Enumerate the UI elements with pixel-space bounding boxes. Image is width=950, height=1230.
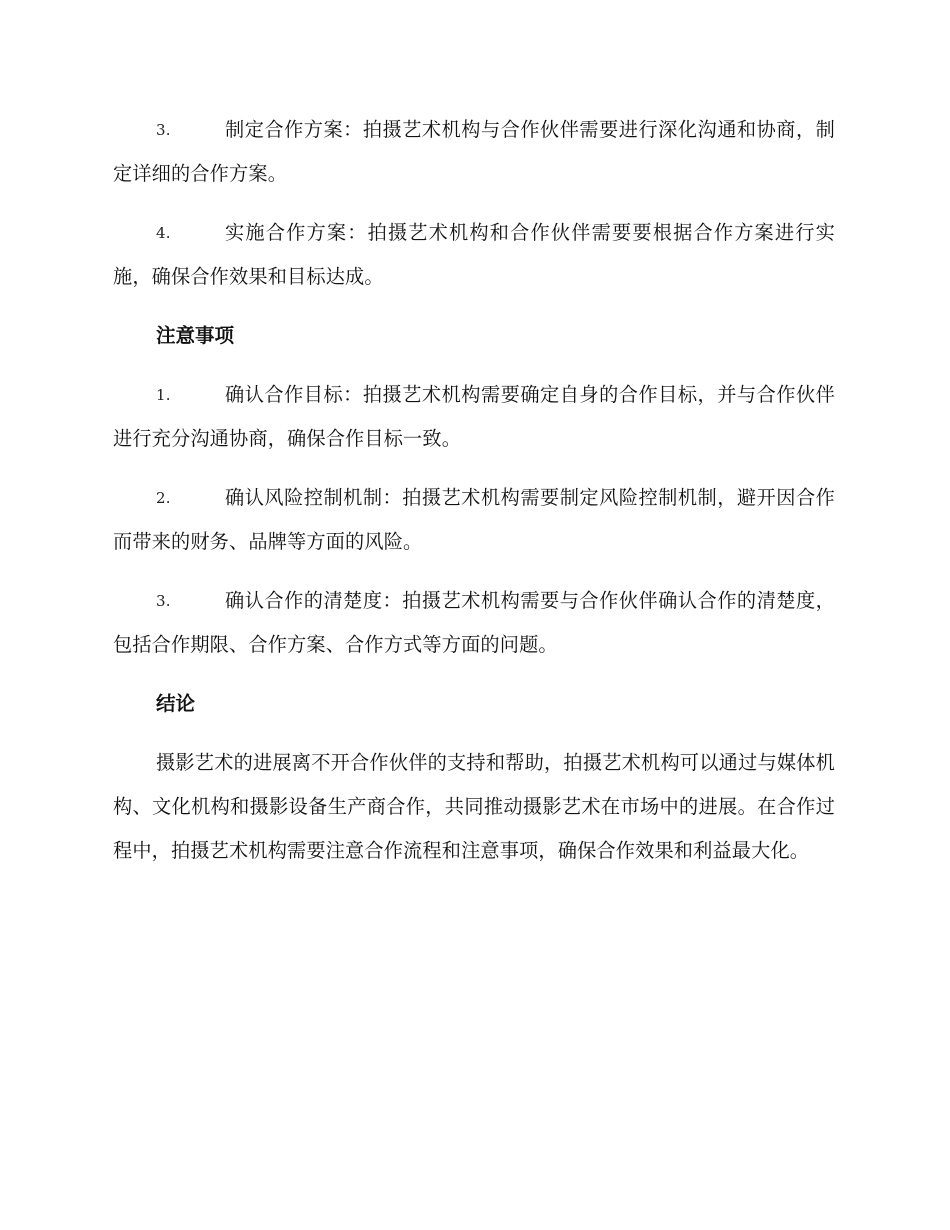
list-item-text: 实施合作方案：拍摄艺术机构和合作伙伴需要要根据合作方案进行实施，确保合作效果和目标达成。 bbox=[113, 221, 835, 288]
list-item-text: 确认合作的清楚度：拍摄艺术机构需要与合作伙伴确认合作的清楚度，包括合作期限、合作方案、合作方式等方面的问题。 bbox=[113, 589, 835, 656]
document-page bbox=[113, 108, 835, 873]
conclusion-paragraph: 摄影艺术的进展离不开合作伙伴的支持和帮助，拍摄艺术机构可以通过与媒体机构、文化机构和摄影设备生产商合作，共同推动摄影艺术在市场中的进展。在合作过程中，拍摄艺术机构需要注意合作流程和注意事项，确保合作效果和利益最大化。 bbox=[113, 751, 835, 862]
list-item-procedure-3 bbox=[113, 108, 835, 196]
list-number: 3. bbox=[156, 592, 171, 610]
section-heading-conclusion: 结论 bbox=[156, 692, 196, 715]
list-item-text: 确认合作目标：拍摄艺术机构需要确定自身的合作目标，并与合作伙伴进行充分沟通协商，确保合作目标一致。 bbox=[113, 383, 835, 450]
list-number: 3. bbox=[156, 121, 171, 139]
list-item-procedure-4 bbox=[113, 211, 835, 299]
list-item-notes-1 bbox=[113, 373, 835, 461]
list-number: 2. bbox=[156, 489, 171, 507]
list-item-notes-3 bbox=[113, 579, 835, 667]
list-number: 1. bbox=[156, 386, 171, 404]
list-item-notes-2 bbox=[113, 476, 835, 564]
list-number: 4. bbox=[156, 224, 171, 242]
list-item-text: 制定合作方案：拍摄艺术机构与合作伙伴需要进行深化沟通和协商，制定详细的合作方案。 bbox=[113, 118, 835, 185]
section-heading-notes: 注意事项 bbox=[156, 324, 235, 347]
list-item-text: 确认风险控制机制：拍摄艺术机构需要制定风险控制机制，避开因合作而带来的财务、品牌等方面的风险。 bbox=[113, 486, 835, 553]
